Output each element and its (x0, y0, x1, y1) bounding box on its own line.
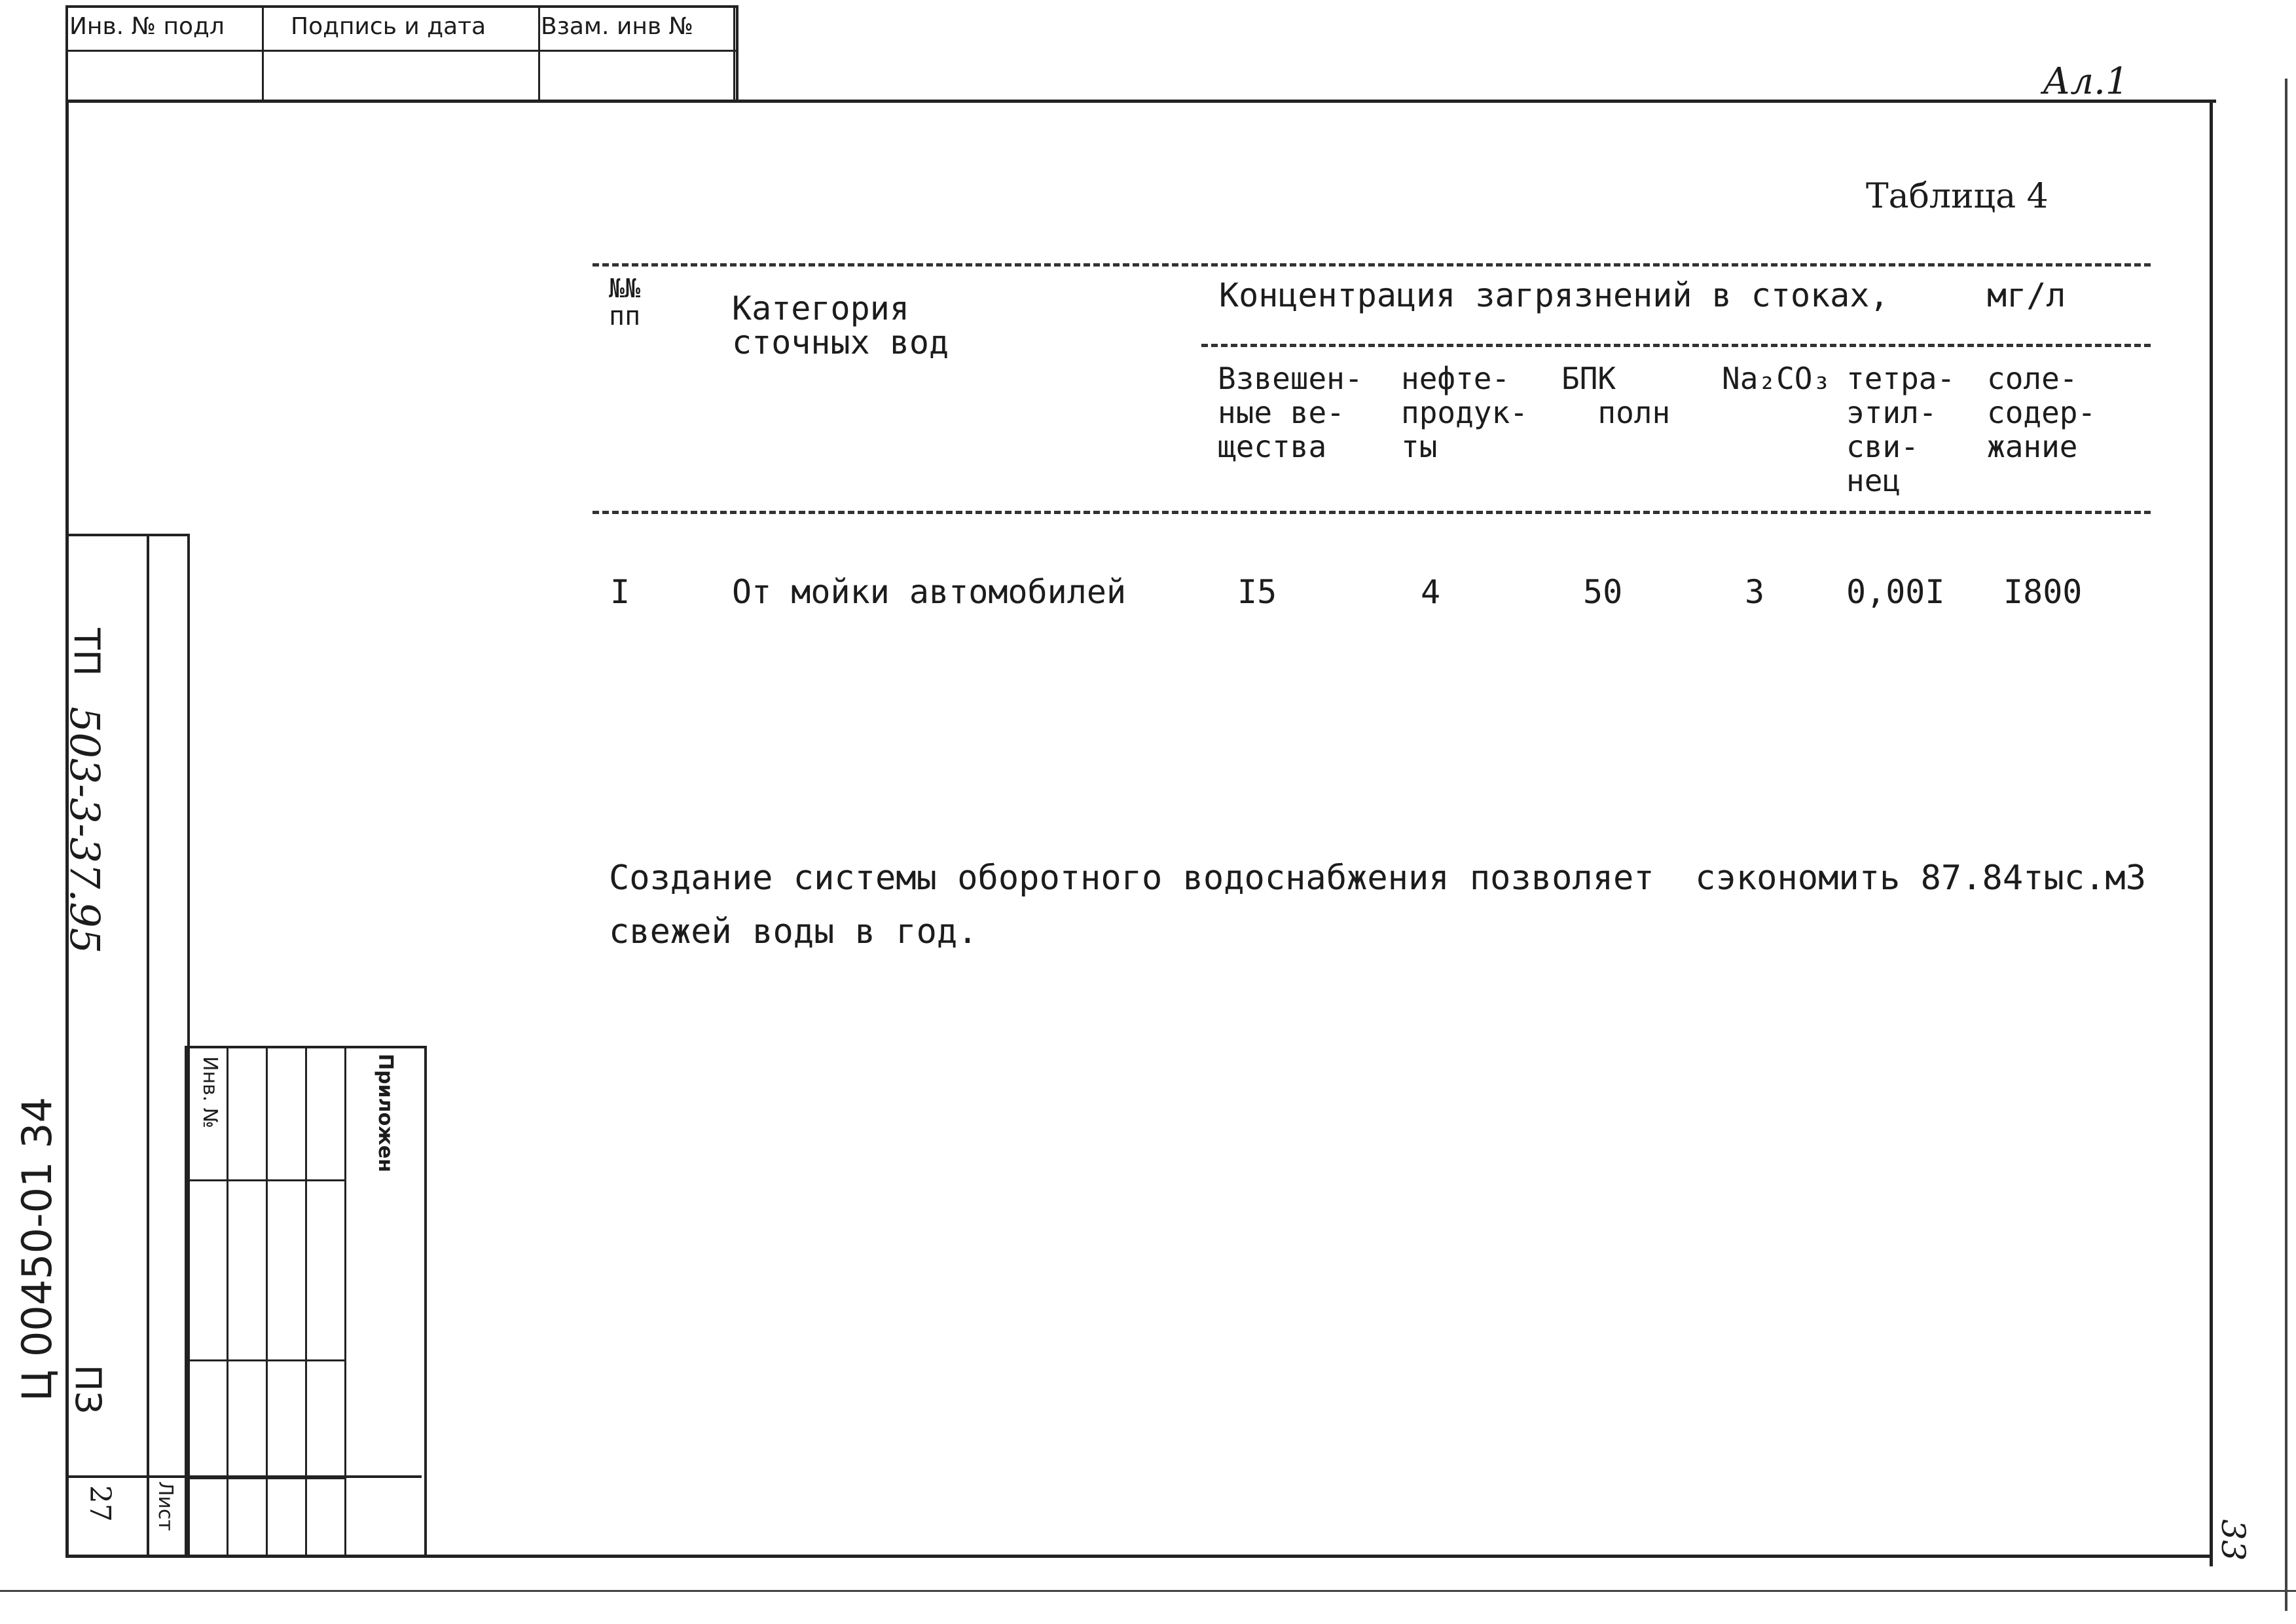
row-category: От мойки автомобилей (732, 573, 1127, 611)
header-salt: соле- содер- жание (1987, 361, 2096, 464)
frame-top-border (65, 100, 2216, 103)
page-number: 33 (2214, 1519, 2252, 1561)
table-top-rule (592, 263, 2151, 267)
page-edge-bottom (0, 1590, 2296, 1592)
page-edge-right (2285, 79, 2287, 1611)
grid-inv-label: Инв. № (198, 1056, 221, 1129)
row-value-oil: 4 (1421, 573, 1441, 611)
top-stamp-divider (733, 8, 735, 102)
header-na2co3: Na₂CO₃ (1722, 361, 1831, 396)
grid-divider (266, 1048, 268, 1558)
top-stamp-divider (538, 8, 540, 102)
header-bpk: БПК полн (1561, 361, 1671, 430)
stamp-podpis-data: Подпись и дата (291, 13, 486, 40)
row-value-salt: I800 (2003, 573, 2083, 611)
header-concentration: Концентрация загрязнений в стоках, (1219, 276, 1889, 314)
header-unit: мг/л (1987, 276, 2066, 314)
table-header-bottom-rule (592, 511, 2151, 514)
row-num: I (610, 573, 630, 611)
body-text-line: Создание системы оборотного водоснабжения позволяет сэкономить 87.84тыс.м3 (609, 858, 2146, 898)
row-value-tetraethyl: 0,00I (1846, 573, 1945, 611)
header-tetraethyl: тетра- этил- сви- нец (1846, 361, 1956, 498)
grid-divider (344, 1048, 346, 1558)
archive-code: Ц 00450-01 34 (13, 1097, 61, 1401)
grid-row-line (187, 1359, 346, 1361)
left-stamp-divider (147, 536, 149, 1558)
body-text-line: свежей воды в год. (609, 912, 978, 951)
approval-grid (185, 1046, 427, 1558)
left-stamp (61, 534, 190, 1558)
stamp-inv-podl: Инв. № подл (69, 13, 225, 40)
top-stamp-divider (262, 8, 264, 102)
left-stamp-list-label: Лист (154, 1481, 177, 1532)
table-sub-rule (1201, 344, 2151, 347)
header-category: Категория сточных вод (732, 289, 949, 361)
row-value-na2co3: 3 (1745, 573, 1765, 611)
grid-prilozh-label: Приложен (374, 1054, 397, 1173)
grid-row-line (187, 1179, 346, 1181)
left-stamp-tp: ТП (66, 628, 107, 676)
grid-divider (305, 1048, 307, 1558)
row-value-bpk: 50 (1583, 573, 1623, 611)
table-title: Таблица 4 (1866, 177, 2049, 216)
grid-row-line (187, 1477, 346, 1479)
sheet-mark: Ал.1 (2043, 60, 2129, 103)
row-value-suspended: I5 (1237, 573, 1277, 611)
left-stamp-pz: ПЗ (67, 1365, 109, 1414)
left-stamp-sheet-num: 27 (83, 1485, 117, 1522)
stamp-vzam-inv: Взам. инв № (541, 13, 693, 40)
header-suspended: Взвешен- ные ве- щества (1218, 361, 1363, 464)
grid-divider (227, 1048, 228, 1558)
left-stamp-code: 503-3-37.95 (61, 707, 109, 954)
header-num: №№ пп (609, 274, 641, 331)
body-text (609, 851, 2213, 959)
top-stamp (65, 5, 738, 102)
header-oil: нефте- продук- ты (1401, 361, 1528, 464)
frame-right-border (2210, 100, 2213, 1566)
